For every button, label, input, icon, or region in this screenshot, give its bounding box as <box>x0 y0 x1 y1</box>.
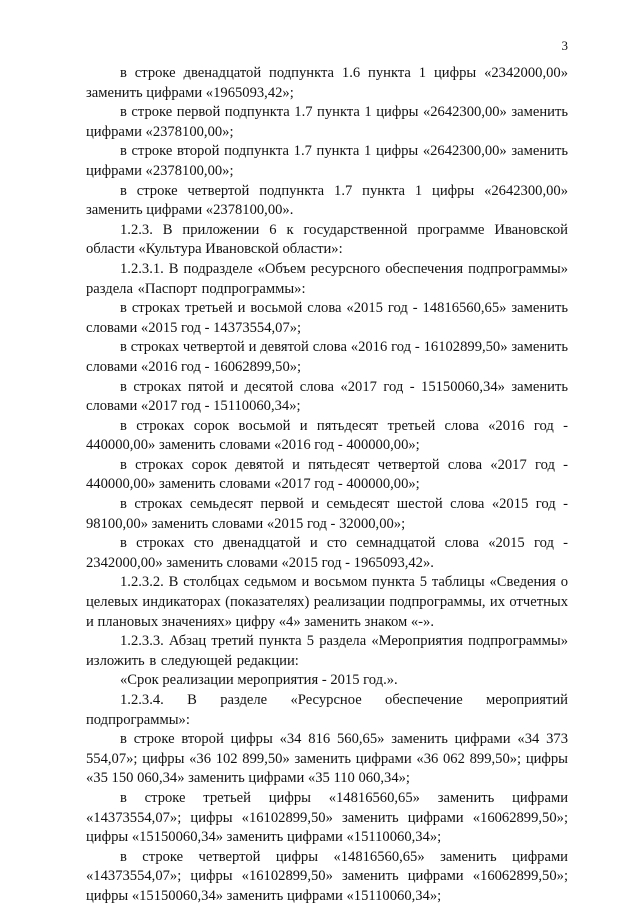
paragraph: 1.2.3.1. В подразделе «Объем ресурсного обеспечения подпрограммы» раздела «Паспорт подпрограммы»: <box>86 260 568 297</box>
paragraph: в строке двенадцатой подпункта 1.6 пункта 1 цифры «2342000,00» заменить цифрами «1965093,42»; <box>86 65 568 101</box>
paragraph: 1.2.3.3. Абзац третий пункта 5 раздела «Мероприятия подпрограммы» изложить в следующей редакции: <box>86 633 568 669</box>
page-number: 3 <box>561 38 568 53</box>
paragraph: в строке четвертой цифры «14816560,65» заменить цифрами «14373554,07»; цифры «16102899,50» заменить цифрами «16062899,50»; цифры «15150060,34» заменить цифрами «15110060,34»; <box>86 848 568 904</box>
paragraph: в строке второй подпункта 1.7 пункта 1 цифры «2642300,00» заменить цифрами «2378100,00»; <box>86 143 568 179</box>
paragraph: в строках сто двенадцатой и сто семнадцатой слова «2015 год - 2342000,00» заменить словами «2015 год - 1965093,42». <box>86 535 568 571</box>
paragraph: «Срок реализации мероприятия - 2015 год.». <box>120 672 398 689</box>
paragraph: в строках сорок девятой и пятьдесят четвертой слова «2017 год - 440000,00» заменить словами «2017 год - 400000,00»; <box>86 456 568 493</box>
paragraph: 1.2.3. В приложении 6 к государственной программе Ивановской области «Культура Ивановской области»: <box>86 221 568 258</box>
paragraph: в строках сорок восьмой и пятьдесят третьей слова «2016 год - 440000,00» заменить словами «2016 год - 400000,00»; <box>86 417 568 454</box>
paragraph: в строках семьдесят первой и семьдесят шестой слова «2015 год - 98100,00» заменить словами «2015 год - 32000,00»; <box>86 496 568 532</box>
paragraph: 1.2.3.4. В разделе «Ресурсное обеспечение мероприятий подпрограммы»: <box>86 692 568 728</box>
document-body <box>86 64 568 907</box>
paragraph: в строках пятой и десятой слова «2017 год - 15150060,34» заменить словами «2017 год - 15110060,34»; <box>86 378 568 415</box>
paragraph: 1.2.3.2. В столбцах седьмом и восьмом пункта 5 таблицы «Сведения о целевых индикаторах (показателях) реализации подпрограммы, их отчетных и плановых значениях» цифру «4» заменить знаком «-». <box>86 574 568 630</box>
paragraph: в строке третьей цифры «14816560,65» заменить цифрами «14373554,07»; цифры «16102899,50» заменить цифрами «16062899,50»; цифры «15150060,34» заменить цифрами «15110060,34»; <box>86 789 568 846</box>
paragraph: в строке четвертой подпункта 1.7 пункта 1 цифры «2642300,00» заменить цифрами «2378100,00». <box>86 182 568 219</box>
paragraph: в строках четвертой и девятой слова «2016 год - 16102899,50» заменить словами «2016 год - 16062899,50»; <box>86 339 568 375</box>
paragraph: в строках третьей и восьмой слова «2015 год - 14816560,65» заменить словами «2015 год - 14373554,07»; <box>86 300 568 336</box>
paragraph: в строке второй цифры «34 816 560,65» заменить цифрами «34 373 554,07»; цифры «36 102 899,50» заменить цифрами «36 062 899,50»; цифры «35 150 060,34» заменить цифрами «35 110 060,34»; <box>86 731 568 787</box>
paragraph: в строке первой подпункта 1.7 пункта 1 цифры «2642300,00» заменить цифрами «2378100,00»; <box>86 104 568 140</box>
